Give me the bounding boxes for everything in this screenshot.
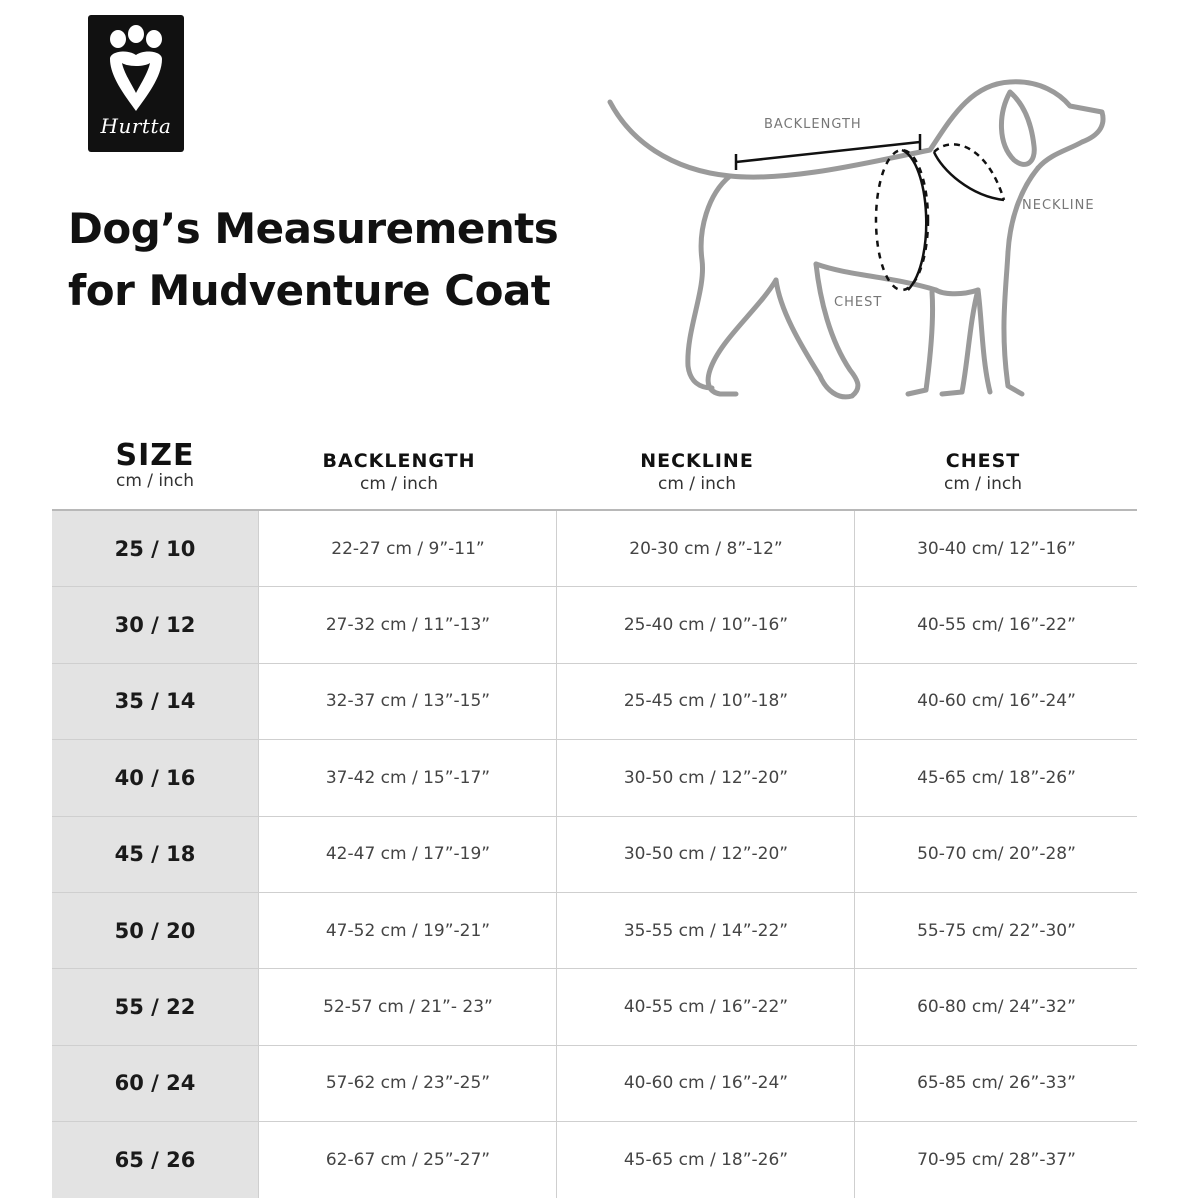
neck-loop-front: [934, 152, 1004, 200]
size-table: [52, 509, 1137, 1198]
backlength-cell: 42-47 cm / 17”-19”: [258, 817, 557, 892]
size-cell: 45 / 18: [52, 817, 258, 892]
backlength-cell: 27-32 cm / 11”-13”: [258, 587, 557, 662]
table-row: [52, 1122, 1137, 1197]
size-cell: 65 / 26: [52, 1122, 258, 1197]
neckline-cell: 35-55 cm / 14”-22”: [556, 893, 855, 968]
header-chest-label: CHEST: [945, 450, 1021, 472]
label-neckline: NECKLINE: [1022, 198, 1095, 213]
backlength-cell: 47-52 cm / 19”-21”: [258, 893, 557, 968]
backlength-cell: 32-37 cm / 13”-15”: [258, 664, 557, 739]
header-neckline: [550, 438, 844, 494]
chest-cell: 40-55 cm/ 16”-22”: [854, 587, 1138, 662]
chest-cell: 40-60 cm/ 16”-24”: [854, 664, 1138, 739]
size-cell: 50 / 20: [52, 893, 258, 968]
page-title: [68, 198, 628, 322]
backlength-cell: 37-42 cm / 15”-17”: [258, 740, 557, 815]
chest-loop-front: [902, 150, 926, 290]
size-cell: 30 / 12: [52, 587, 258, 662]
table-row: [52, 511, 1137, 587]
title-line-1: Dog’s Measurements: [68, 204, 559, 253]
chest-cell: 65-85 cm/ 26”-33”: [854, 1046, 1138, 1121]
neckline-cell: 25-45 cm / 10”-18”: [556, 664, 855, 739]
title-line-2: for Mudventure Coat: [68, 266, 551, 315]
neckline-cell: 30-50 cm / 12”-20”: [556, 817, 855, 892]
logo-text: Hurtta: [100, 114, 172, 138]
header-size-unit: cm / inch: [115, 471, 195, 491]
header-backlength-label: BACKLENGTH: [322, 450, 476, 472]
header-chest-unit: cm / inch: [943, 474, 1023, 494]
chest-cell: 30-40 cm/ 12”-16”: [854, 511, 1138, 586]
measurement-marks: [736, 134, 1004, 290]
backlength-cell: 52-57 cm / 21”- 23”: [258, 969, 557, 1044]
size-cell: 35 / 14: [52, 664, 258, 739]
backlength-cell: 62-67 cm / 25”-27”: [258, 1122, 557, 1197]
table-row: [52, 969, 1137, 1045]
table-row: [52, 587, 1137, 663]
neckline-cell: 25-40 cm / 10”-16”: [556, 587, 855, 662]
paw-print-icon: [88, 15, 184, 125]
dog-measurement-illustration: [590, 70, 1130, 410]
table-row: [52, 817, 1137, 893]
backlength-cell: 57-62 cm / 23”-25”: [258, 1046, 557, 1121]
chest-cell: 60-80 cm/ 24”-32”: [854, 969, 1138, 1044]
neckline-cell: 30-50 cm / 12”-20”: [556, 740, 855, 815]
header-chest: [848, 438, 1118, 494]
header-size: [52, 438, 258, 491]
size-cell: 60 / 24: [52, 1046, 258, 1121]
header-neckline-label: NECKLINE: [640, 450, 754, 472]
backlength-cell: 22-27 cm / 9”-11”: [258, 511, 557, 586]
table-row: [52, 1046, 1137, 1122]
table-header: [52, 438, 1137, 508]
size-cell: 25 / 10: [52, 511, 258, 586]
chest-cell: 55-75 cm/ 22”-30”: [854, 893, 1138, 968]
size-cell: 40 / 16: [52, 740, 258, 815]
size-cell: 55 / 22: [52, 969, 258, 1044]
brand-logo: [88, 15, 184, 152]
neck-loop-back: [934, 144, 1004, 200]
chest-cell: 70-95 cm/ 28”-37”: [854, 1122, 1138, 1197]
table-row: [52, 664, 1137, 740]
neckline-cell: 20-30 cm / 8”-12”: [556, 511, 855, 586]
chest-cell: 50-70 cm/ 20”-28”: [854, 817, 1138, 892]
header-size-label: SIZE: [115, 438, 195, 473]
label-chest: CHEST: [834, 295, 883, 310]
label-backlength: BACKLENGTH: [764, 117, 862, 132]
header-neckline-unit: cm / inch: [657, 474, 737, 494]
neckline-cell: 40-60 cm / 16”-24”: [556, 1046, 855, 1121]
neckline-cell: 40-55 cm / 16”-22”: [556, 969, 855, 1044]
neckline-cell: 45-65 cm / 18”-26”: [556, 1122, 855, 1197]
chest-cell: 45-65 cm/ 18”-26”: [854, 740, 1138, 815]
header-backlength-unit: cm / inch: [359, 474, 439, 494]
header-backlength: [252, 438, 546, 494]
table-row: [52, 740, 1137, 816]
table-row: [52, 893, 1137, 969]
